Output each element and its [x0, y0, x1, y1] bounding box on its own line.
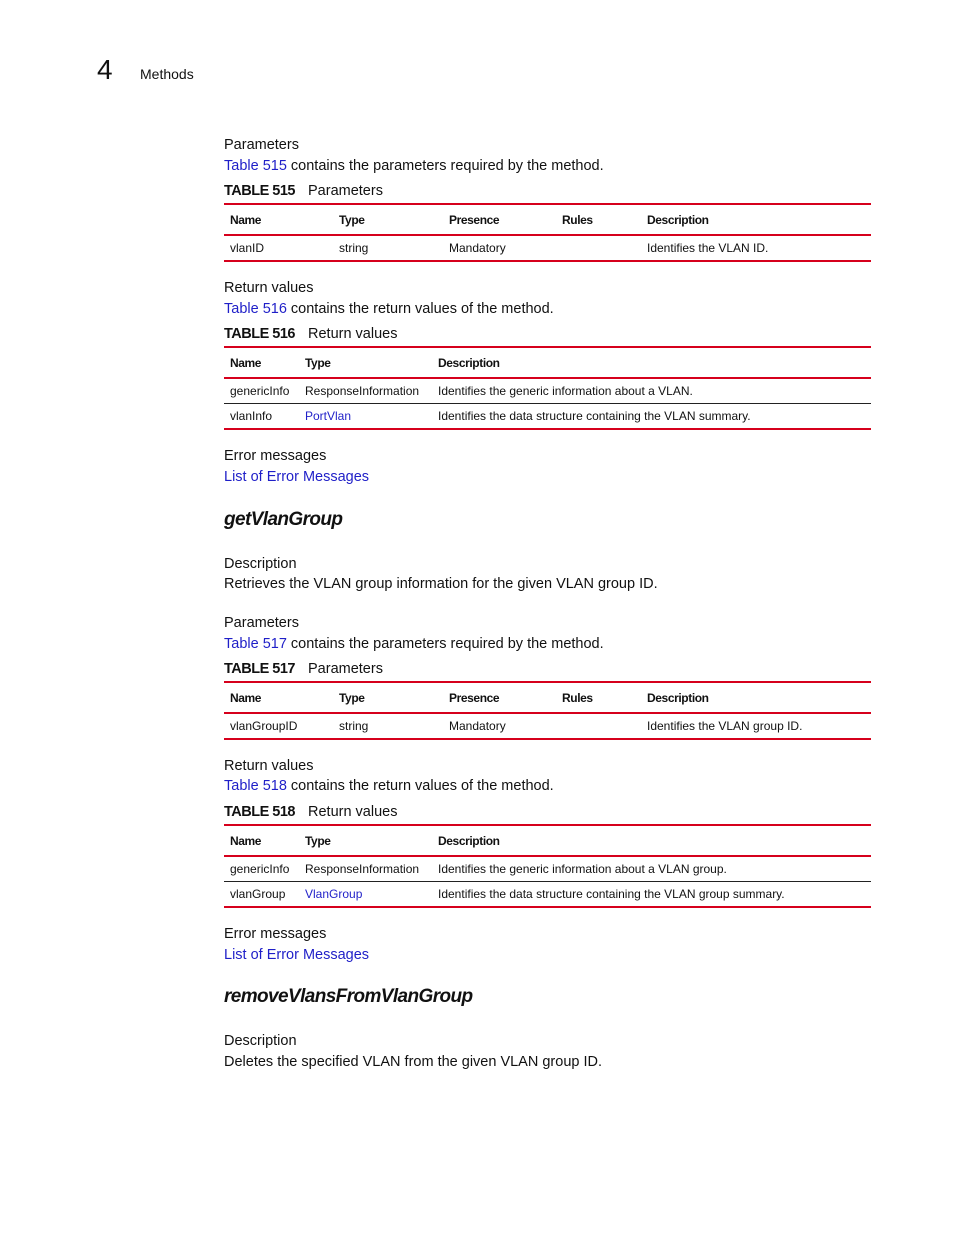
column-header: Description — [432, 347, 871, 378]
column-header: Type — [333, 204, 443, 235]
table-row — [224, 882, 871, 908]
column-header: Type — [299, 347, 432, 378]
table-517-link[interactable]: Table 517 — [224, 636, 287, 652]
table-cell: Mandatory — [443, 713, 556, 739]
table-cell: Identifies the generic information about a VLAN. — [432, 378, 871, 404]
table-518-link[interactable]: Table 518 — [224, 778, 287, 794]
error-messages-heading: Error messages — [224, 926, 327, 942]
return-values-intro: Table 518 contains the return values of the method. — [224, 778, 554, 794]
table-515-link[interactable]: Table 515 — [224, 158, 287, 174]
table-cell: Mandatory — [443, 235, 556, 261]
table-row — [224, 235, 871, 261]
method-title: removeVlansFromVlanGroup — [224, 986, 473, 1007]
column-header: Description — [641, 204, 871, 235]
table-cell: ResponseInformation — [299, 378, 432, 404]
table-cell: ResponseInformation — [299, 856, 432, 882]
column-header: Name — [224, 347, 299, 378]
vlangroup-link[interactable]: VlanGroup — [299, 882, 432, 908]
parameters-heading: Parameters — [224, 137, 299, 153]
chapter-title: Methods — [140, 66, 194, 82]
error-messages-heading: Error messages — [224, 448, 327, 464]
column-header: Rules — [556, 204, 641, 235]
return-values-heading: Return values — [224, 758, 314, 774]
table-header-row — [224, 204, 871, 235]
table-header-row — [224, 682, 871, 713]
column-header: Type — [333, 682, 443, 713]
return-values-intro: Table 516 contains the return values of the method. — [224, 301, 554, 317]
description-heading: Description — [224, 1033, 297, 1049]
column-header: Name — [224, 204, 333, 235]
table-517-caption: TABLE 517 Parameters — [224, 661, 383, 677]
table-header-row — [224, 347, 871, 378]
table-cell — [556, 235, 641, 261]
table-518 — [224, 824, 871, 908]
parameters-heading: Parameters — [224, 615, 299, 631]
table-cell: vlanInfo — [224, 404, 299, 430]
table-cell: string — [333, 713, 443, 739]
table-cell: genericInfo — [224, 856, 299, 882]
portvlan-link[interactable]: PortVlan — [299, 404, 432, 430]
table-516-caption: TABLE 516 Return values — [224, 326, 398, 342]
table-cell: Identifies the data structure containing the VLAN group summary. — [432, 882, 871, 908]
column-header: Type — [299, 825, 432, 856]
column-header: Rules — [556, 682, 641, 713]
parameters-intro: Table 517 contains the parameters required by the method. — [224, 636, 604, 652]
return-values-heading: Return values — [224, 280, 314, 296]
table-515-caption: TABLE 515 Parameters — [224, 183, 383, 199]
parameters-intro: Table 515 contains the parameters required by the method. — [224, 158, 604, 174]
error-messages-link[interactable]: List of Error Messages — [224, 947, 370, 963]
column-header: Name — [224, 682, 333, 713]
table-516 — [224, 346, 871, 430]
column-header: Presence — [443, 204, 556, 235]
description-heading: Description — [224, 556, 297, 572]
table-row — [224, 404, 871, 430]
description-text: Retrieves the VLAN group information for the given VLAN group ID. — [224, 576, 658, 592]
table-row — [224, 856, 871, 882]
table-518-caption: TABLE 518 Return values — [224, 804, 398, 820]
table-cell: Identifies the generic information about a VLAN group. — [432, 856, 871, 882]
table-517 — [224, 681, 871, 740]
error-messages-link[interactable]: List of Error Messages — [224, 469, 370, 485]
table-cell: Identifies the VLAN group ID. — [641, 713, 871, 739]
table-cell: genericInfo — [224, 378, 299, 404]
column-header: Description — [432, 825, 871, 856]
column-header: Presence — [443, 682, 556, 713]
table-cell: string — [333, 235, 443, 261]
column-header: Name — [224, 825, 299, 856]
table-header-row — [224, 825, 871, 856]
method-title: getVlanGroup — [224, 509, 343, 530]
description-text: Deletes the specified VLAN from the given VLAN group ID. — [224, 1054, 602, 1070]
table-cell: vlanGroupID — [224, 713, 333, 739]
column-header: Description — [641, 682, 871, 713]
table-cell: Identifies the VLAN ID. — [641, 235, 871, 261]
table-cell: vlanGroup — [224, 882, 299, 908]
table-516-link[interactable]: Table 516 — [224, 301, 287, 317]
table-row — [224, 713, 871, 739]
chapter-number: 4 — [97, 54, 113, 85]
table-cell: vlanID — [224, 235, 333, 261]
table-515 — [224, 203, 871, 262]
table-row — [224, 378, 871, 404]
table-cell: Identifies the data structure containing the VLAN summary. — [432, 404, 871, 430]
table-cell — [556, 713, 641, 739]
